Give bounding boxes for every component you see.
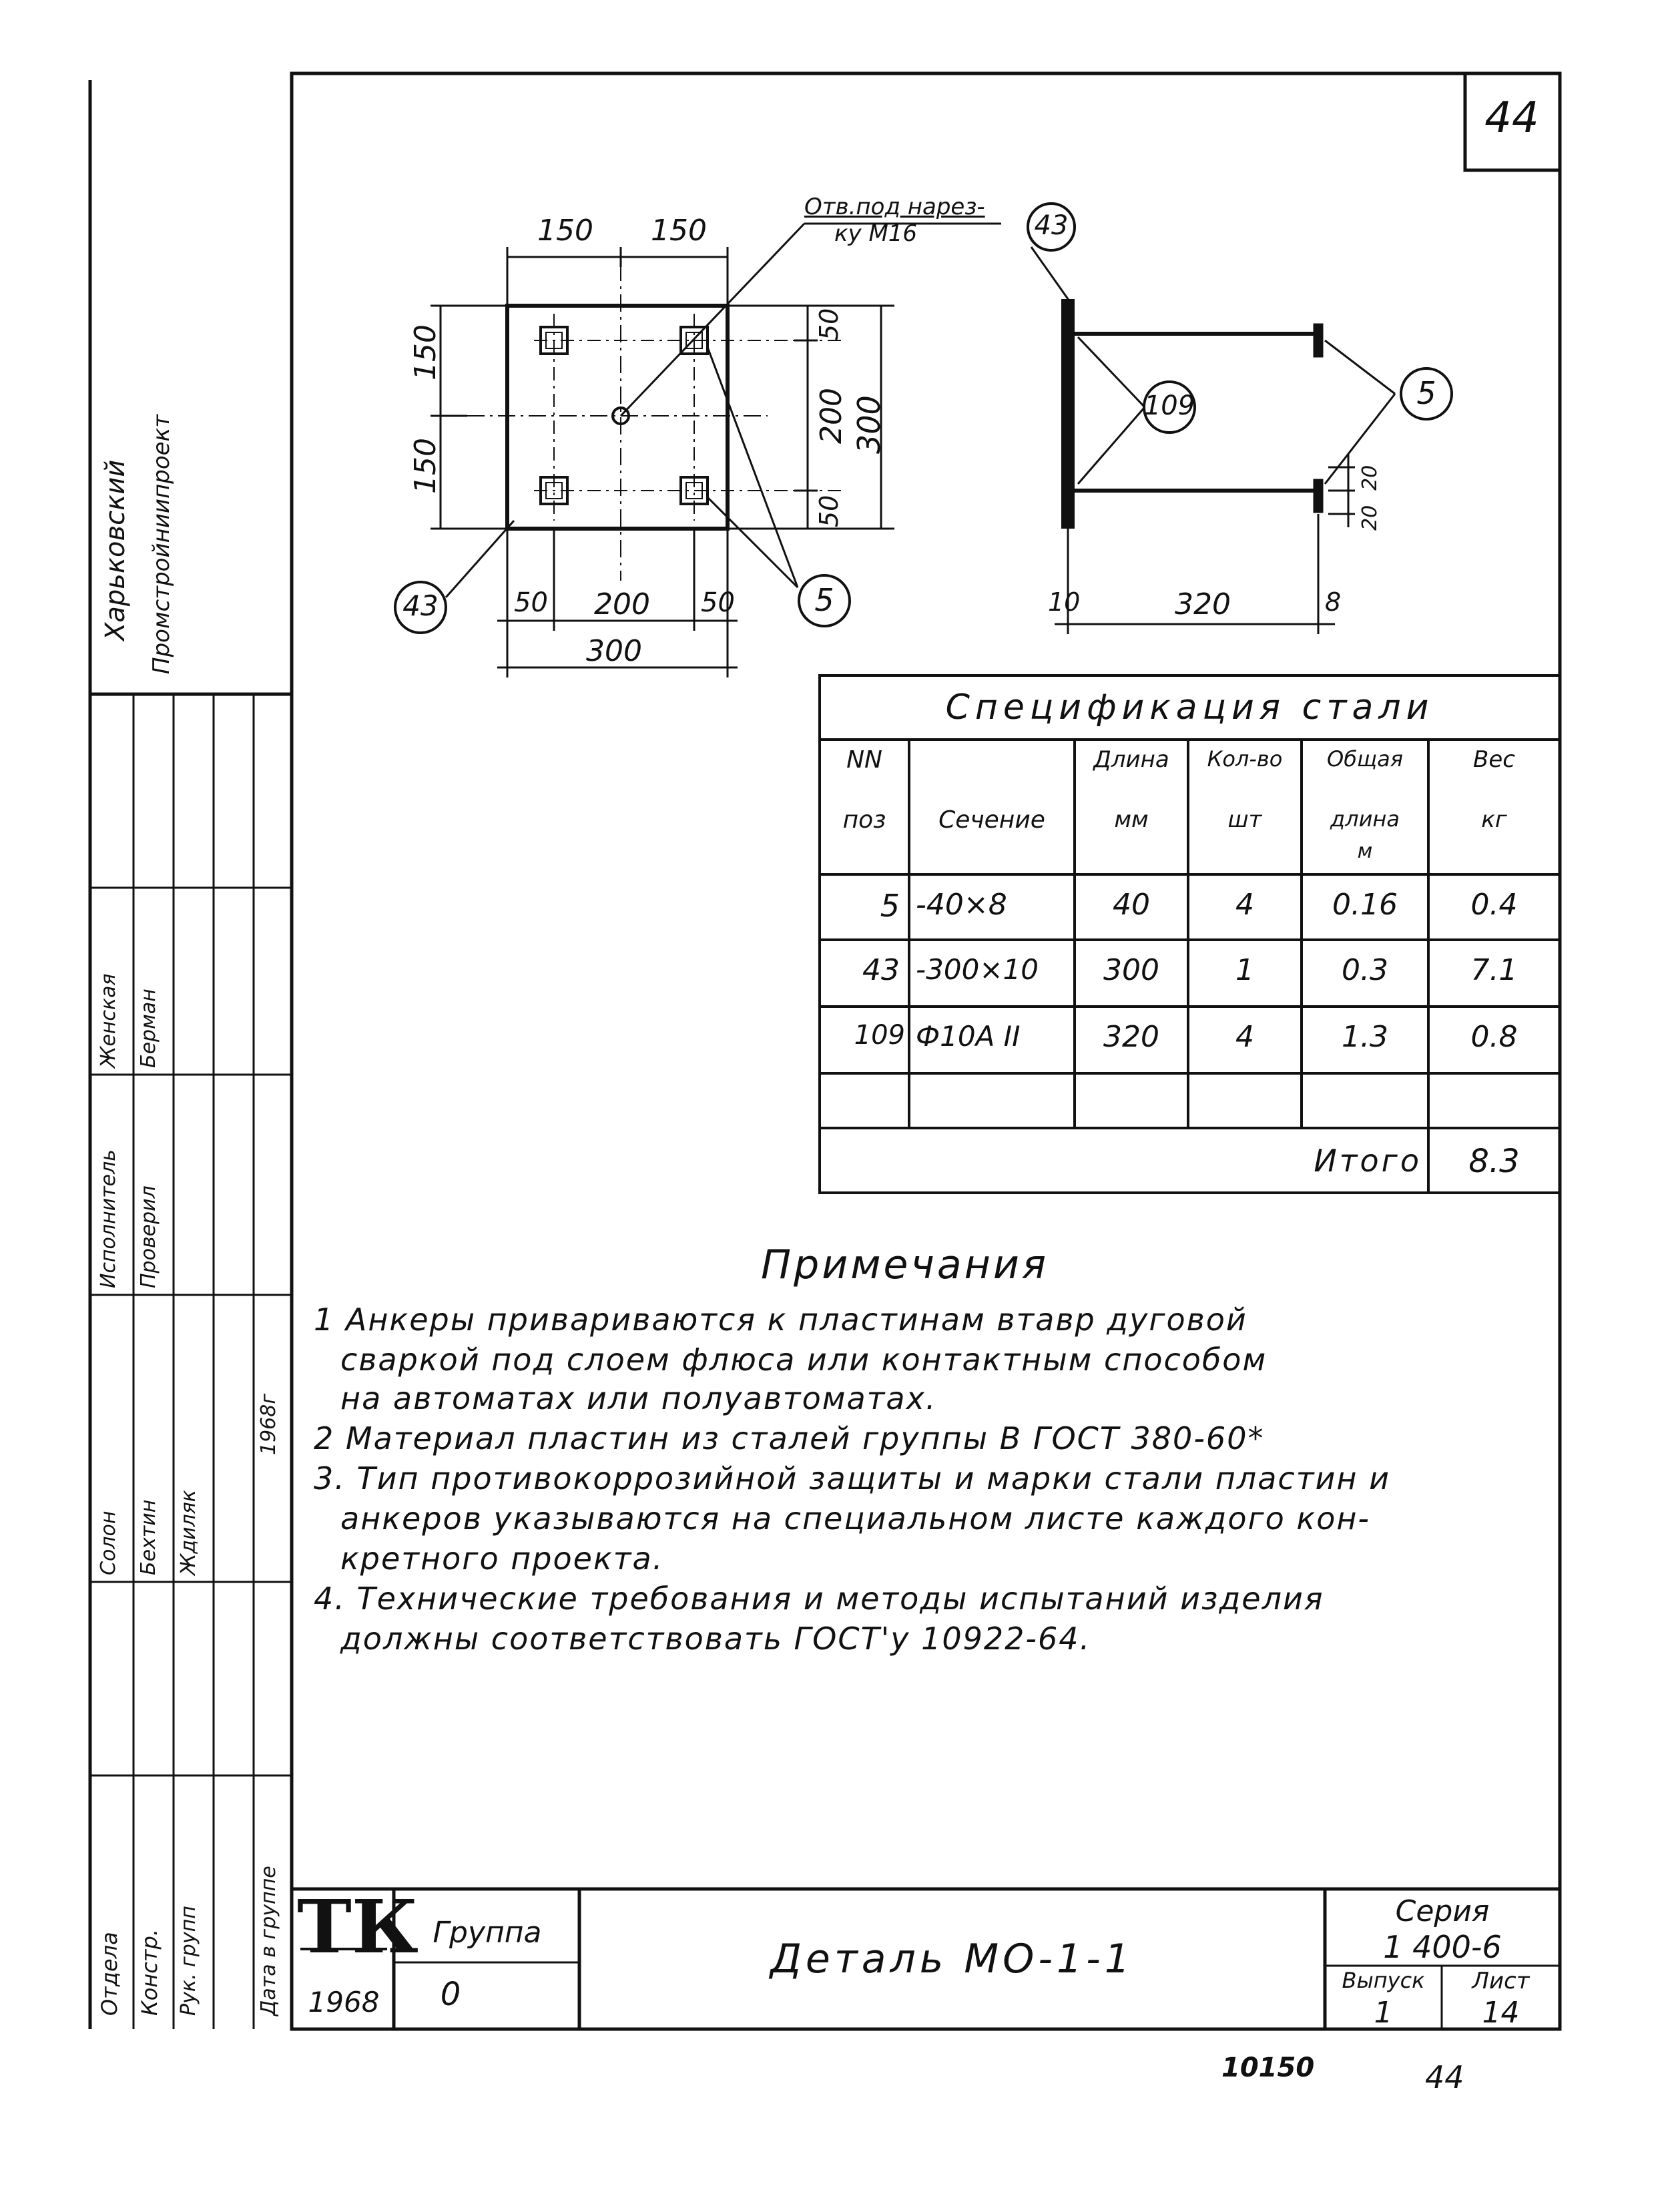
hole-note-line1: Отв.под нарез- [804, 194, 985, 220]
callout-plate-bottom: 43 [402, 589, 439, 622]
spec-header-total-1: Общая [1327, 746, 1403, 772]
dim-left-lower: 150 [408, 438, 443, 494]
spec-header-pos-1: NN [846, 746, 882, 774]
stamp-date-label: Дата в группе [257, 1866, 280, 2016]
stamp-role-name: Солон [97, 1510, 120, 1575]
footer-page: 44 [1425, 2059, 1464, 2095]
side-bar-bottom [1314, 479, 1323, 513]
title-logo: ТК [297, 1884, 418, 1970]
note-line: кретного проекта. [340, 1541, 664, 1577]
corner-sheet-number: 44 [1484, 93, 1539, 143]
spec-title: Спецификация стали [945, 688, 1434, 728]
side-plate [1063, 300, 1073, 527]
stamp-role-name: Ждиляк [177, 1490, 200, 1575]
spec-row2-total: 0.3 [1342, 953, 1388, 987]
spec-row2-section: -300×10 [916, 953, 1039, 986]
dim-right-bottom: 50 [814, 495, 844, 527]
note-line: на автоматах или полуавтоматах. [340, 1380, 937, 1416]
notes-title: Примечания [761, 1242, 1049, 1288]
spec-header-weight-2: кг [1481, 806, 1507, 833]
dim-side-small-2: 20 [1358, 505, 1382, 531]
spec-header-length-1: Длина [1093, 746, 1169, 773]
spec-total-label: Итого [1314, 1143, 1422, 1179]
stamp-role2-name: Берман [137, 989, 160, 1068]
spec-row2-weight: 7.1 [1470, 953, 1518, 987]
spec-header-qty-1: Кол-во [1207, 746, 1283, 772]
stamp-year: 1968г [257, 1393, 280, 1455]
hole-note-line2: ку М16 [834, 220, 918, 247]
side-view [1031, 247, 1395, 634]
dim-right-top: 50 [814, 308, 844, 340]
dim-right-outer: 300 [851, 395, 887, 454]
spec-row3-length: 320 [1103, 1020, 1159, 1054]
spec-header-length-2: мм [1114, 806, 1149, 833]
spec-row1-total: 0.16 [1332, 888, 1398, 922]
spec-row1-qty: 4 [1235, 888, 1254, 922]
dim-right-mid: 200 [814, 388, 848, 444]
callout-anchor: 109 [1143, 390, 1195, 421]
spec-row1-pos: 5 [880, 888, 900, 924]
callout-bar-bottom: 5 [814, 582, 834, 618]
spec-header-total-3: м [1357, 840, 1373, 863]
dim-side-bar: 8 [1325, 587, 1342, 617]
spec-row2-qty: 1 [1235, 953, 1254, 987]
side-bar-top [1314, 324, 1323, 357]
spec-header-total-2: длина [1330, 806, 1400, 832]
spec-header-weight-1: Вес [1473, 746, 1515, 773]
dim-top-left: 150 [537, 214, 593, 248]
spec-row3-qty: 4 [1235, 1020, 1254, 1054]
dim-bottom-total: 300 [586, 634, 642, 668]
callout-plate-top: 43 [1034, 210, 1069, 241]
spec-row2-pos: 43 [862, 953, 900, 987]
spec-row2-length: 300 [1103, 953, 1159, 987]
spec-header-pos-2: поз [842, 806, 886, 834]
stamp-role2: Исполнитель [97, 1149, 120, 1288]
note-line: 1 Анкеры привариваются к пластинам втавр дуговой [314, 1302, 1247, 1338]
title-group-label: Группа [433, 1916, 542, 1950]
callout-bar-right: 5 [1416, 375, 1436, 411]
note-line: 4. Технические требования и методы испытаний изделия [314, 1581, 1324, 1617]
dim-bottom-left: 50 [514, 587, 548, 618]
spec-row3-section: Ф10А II [916, 1020, 1021, 1053]
title-sheet-value: 14 [1482, 1996, 1520, 2030]
stamp-role2-name: Женская [97, 973, 120, 1068]
spec-header-section: Сечение [938, 806, 1045, 834]
title-group-value: 0 [440, 1976, 461, 2013]
dim-top-right: 150 [651, 214, 707, 248]
stamp-role: Констр. [137, 1929, 162, 2016]
dim-left-upper: 150 [408, 324, 443, 380]
dim-side-plate: 10 [1048, 587, 1081, 617]
stamp-role2: Проверил [137, 1185, 160, 1288]
dim-side-length: 320 [1175, 587, 1231, 621]
stamp-org-line2: Промстройниипроект [148, 415, 175, 674]
title-detail-name: Деталь МО-1-1 [770, 1936, 1134, 1982]
spec-row3-pos: 109 [854, 1020, 905, 1051]
spec-row3-total: 1.3 [1342, 1020, 1388, 1054]
spec-row1-length: 40 [1113, 888, 1150, 922]
title-logo-year: 1968 [308, 1986, 380, 2018]
spec-row1-weight: 0.4 [1470, 888, 1518, 922]
title-series-label: Серия [1395, 1894, 1490, 1928]
note-line: должны соответствовать ГОСТ'у 10922-64. [340, 1621, 1091, 1657]
spec-total-value: 8.3 [1468, 1143, 1520, 1180]
note-line: 2 Материал пластин из сталей группы В ГОСТ 380-60* [314, 1420, 1265, 1456]
hole-leader [621, 224, 804, 416]
stamp-org-line1: Харьковский [100, 459, 131, 641]
note-line: 3. Тип противокоррозийной защиты и марки стали пластин и [314, 1460, 1390, 1496]
spec-header-qty-2: шт [1227, 806, 1262, 833]
dim-bottom-mid: 200 [594, 587, 650, 621]
footer-code: 10150 [1221, 2052, 1315, 2083]
stamp-role: Рук. групп [177, 1906, 200, 2016]
stamp-role: Отдела [97, 1932, 122, 2016]
note-line: анкеров указываются на специальном листе каждого кон- [340, 1500, 1371, 1537]
title-issue-value: 1 [1374, 1996, 1393, 2030]
dim-bottom-right: 50 [701, 587, 735, 618]
title-sheet-label: Лист [1472, 1968, 1530, 1994]
note-line: сваркой под слоем флюса или контактным способом [340, 1342, 1268, 1378]
dim-side-small-1: 20 [1358, 465, 1382, 491]
spec-row1-section: -40×8 [916, 888, 1007, 922]
spec-row3-weight: 0.8 [1470, 1020, 1518, 1054]
title-series-value: 1 400-6 [1383, 1929, 1502, 1965]
title-issue-label: Выпуск [1342, 1968, 1425, 1993]
stamp-role-name: Бехтин [137, 1499, 160, 1575]
